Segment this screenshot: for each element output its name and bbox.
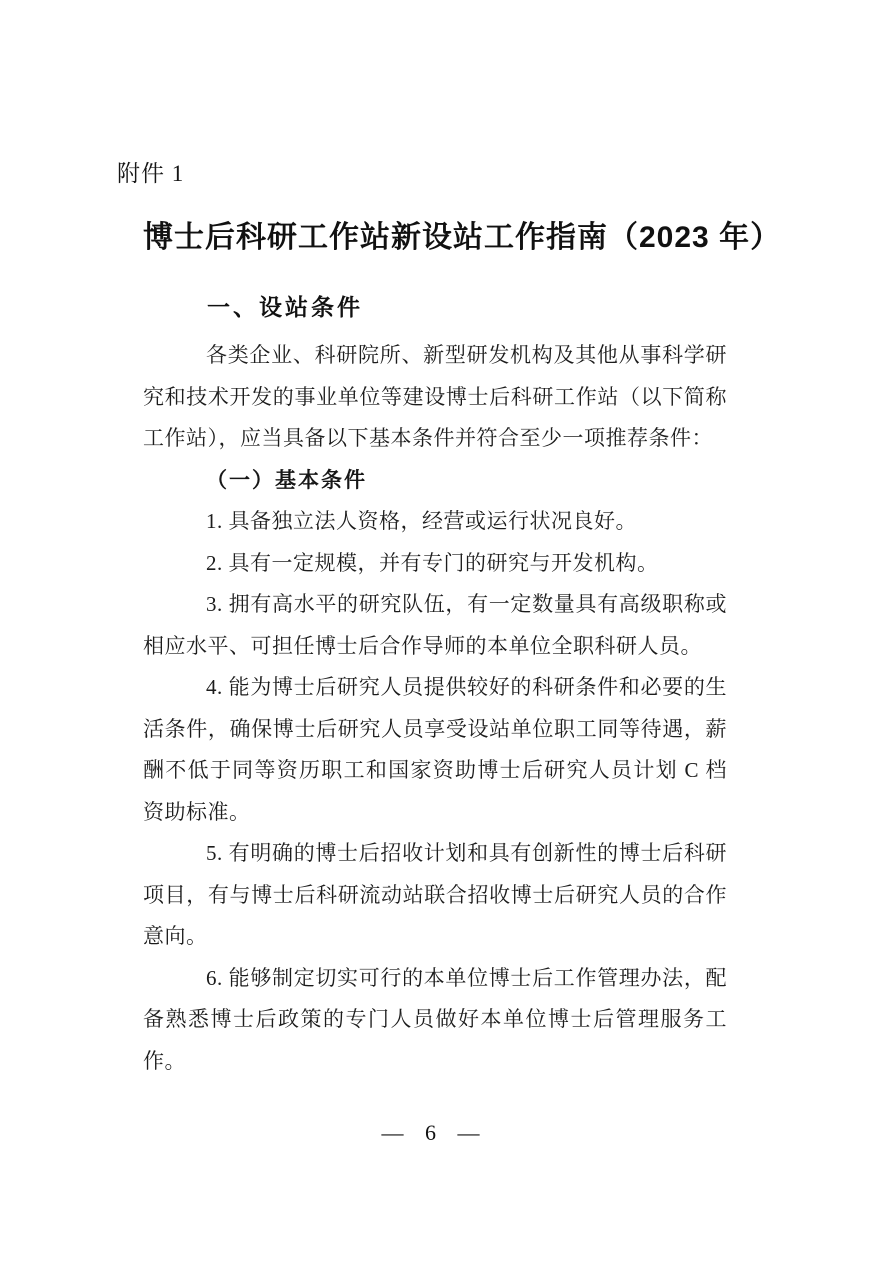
page-number: — 6 — — [381, 1120, 488, 1145]
document-body — [143, 290, 727, 1082]
paragraph: 1. 具备独立法人资格，经营或运行状况良好。 — [206, 509, 637, 533]
paragraph: 3. 拥有高水平的研究队伍，有一定数量具有高级职称或相应水平、可担任博士后合作导师的本单位全职科研人员。 — [143, 592, 727, 658]
section-heading: 一、设站条件 — [207, 294, 363, 320]
page-title: 博士后科研工作站新设站工作指南（2023 年） — [143, 221, 782, 254]
subsection-heading: （一）基本条件 — [206, 467, 367, 492]
paragraph: 6. 能够制定切实可行的本单位博士后工作管理办法，配备熟悉博士后政策的专门人员做好本单位博士后管理服务工作。 — [143, 965, 727, 1073]
paragraph: 各类企业、科研院所、新型研发机构及其他从事科学研究和技术开发的事业单位等建设博士后科研工作站（以下简称工作站），应当具备以下基本条件并符合至少一项推荐条件： — [143, 343, 727, 450]
paragraph: 4. 能为博士后研究人员提供较好的科研条件和必要的生活条件，确保博士后研究人员享受设站单位职工同等待遇，薪酬不低于同等资历职工和国家资助博士后研究人员计划 C 档资助标准。 — [143, 675, 727, 824]
attachment-label: 附件 1 — [117, 161, 185, 186]
paragraph: 2. 具有一定规模，并有专门的研究与开发机构。 — [206, 550, 659, 575]
paragraph: 5. 有明确的博士后招收计划和具有创新性的博士后科研项目，有与博士后科研流动站联合招收博士后研究人员的合作意向。 — [143, 841, 727, 948]
